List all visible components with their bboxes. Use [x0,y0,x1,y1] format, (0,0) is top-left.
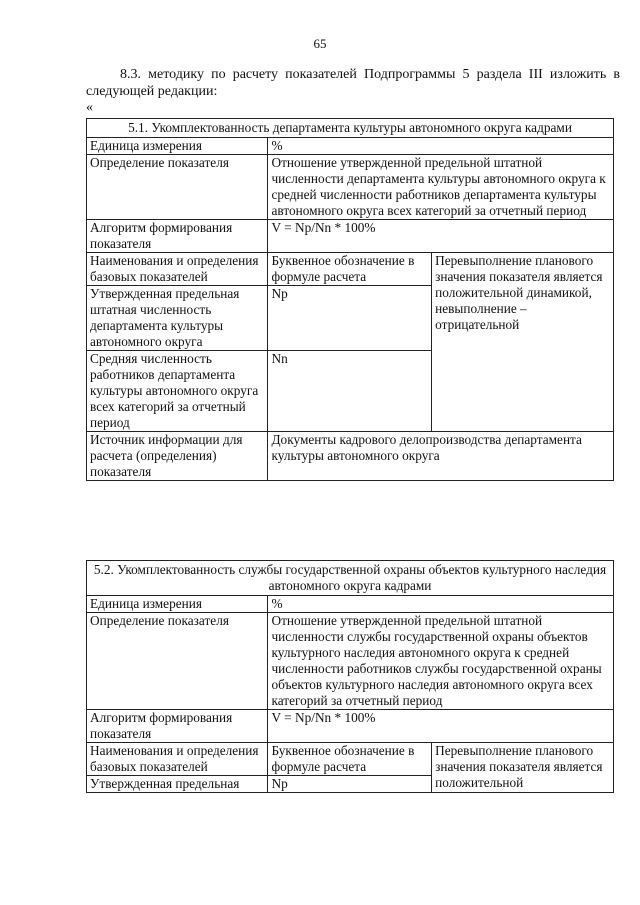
base-indicators-label: Наименования и определения базовых показателей [87,253,268,286]
algorithm-label: Алгоритм формирования показателя [87,710,268,743]
table-title: 5.2. Укомплектованность службы государственной охраны объектов культурного наследия автономного округа кадрами [87,561,614,596]
nn-symbol: Nn [268,351,432,432]
definition-label: Определение показателя [87,155,268,220]
page-number: 65 [313,36,327,51]
source-label: Источник информации для расчета (определения) показателя [87,432,268,481]
source-value: Документы кадрового делопроизводства департамента культуры автономного округа [268,432,614,481]
algorithm-formula: V = Np/Nn * 100% [268,220,614,253]
symbol-header: Буквенное обозначение в формуле расчета [268,743,432,776]
symbol-header: Буквенное обозначение в формуле расчета [268,253,432,286]
base-indicators-label: Наименования и определения базовых показателей [87,743,268,776]
unit-value: % [268,138,614,155]
algorithm-formula: V = Np/Nn * 100% [268,710,614,743]
unit-label: Единица измерения [87,596,268,613]
unit-label: Единица измерения [87,138,268,155]
np-symbol: Np [268,286,432,351]
indicator-table-5-2 [86,560,614,793]
np-label: Утвержденная предельная штатная численность департамента культуры автономного округа [87,286,268,351]
opening-quote: « [86,100,93,115]
dynamics-note: Перевыполнение планового значения показателя является положительной [432,743,614,793]
intro-paragraph [86,66,620,100]
definition-label: Определение показателя [87,613,268,710]
table-title: 5.1. Укомплектованность департамента культуры автономного округа кадрами [87,119,614,138]
np-symbol: Np [268,776,432,793]
algorithm-label: Алгоритм формирования показателя [87,220,268,253]
np-label: Утвержденная предельная [87,776,268,793]
indicator-table-5-1 [86,118,614,481]
unit-value: % [268,596,614,613]
page-bottom-margin [0,848,640,905]
definition-value: Отношение утвержденной предельной штатной численности службы государственной охраны объектов культурного наследия автономного округа к средней численности работников службы государственной охраны объектов культурного наследия автономного округа всех категорий за отчетный период [268,613,614,710]
intro-text: 8.3. методику по расчету показателей Подпрограммы 5 раздела III изложить в следующей редакции: [86,67,620,99]
definition-value: Отношение утвержденной предельной штатной численности департамента культуры автономного округа к средней численности работников департамента культуры автономного округа всех категорий за отчетный период [268,155,614,220]
dynamics-note: Перевыполнение планового значения показателя является положительной динамикой, невыполнение – отрицательной [432,253,614,432]
nn-label: Средняя численность работников департамента культуры автономного округа всех категорий за отчетный период [87,351,268,432]
